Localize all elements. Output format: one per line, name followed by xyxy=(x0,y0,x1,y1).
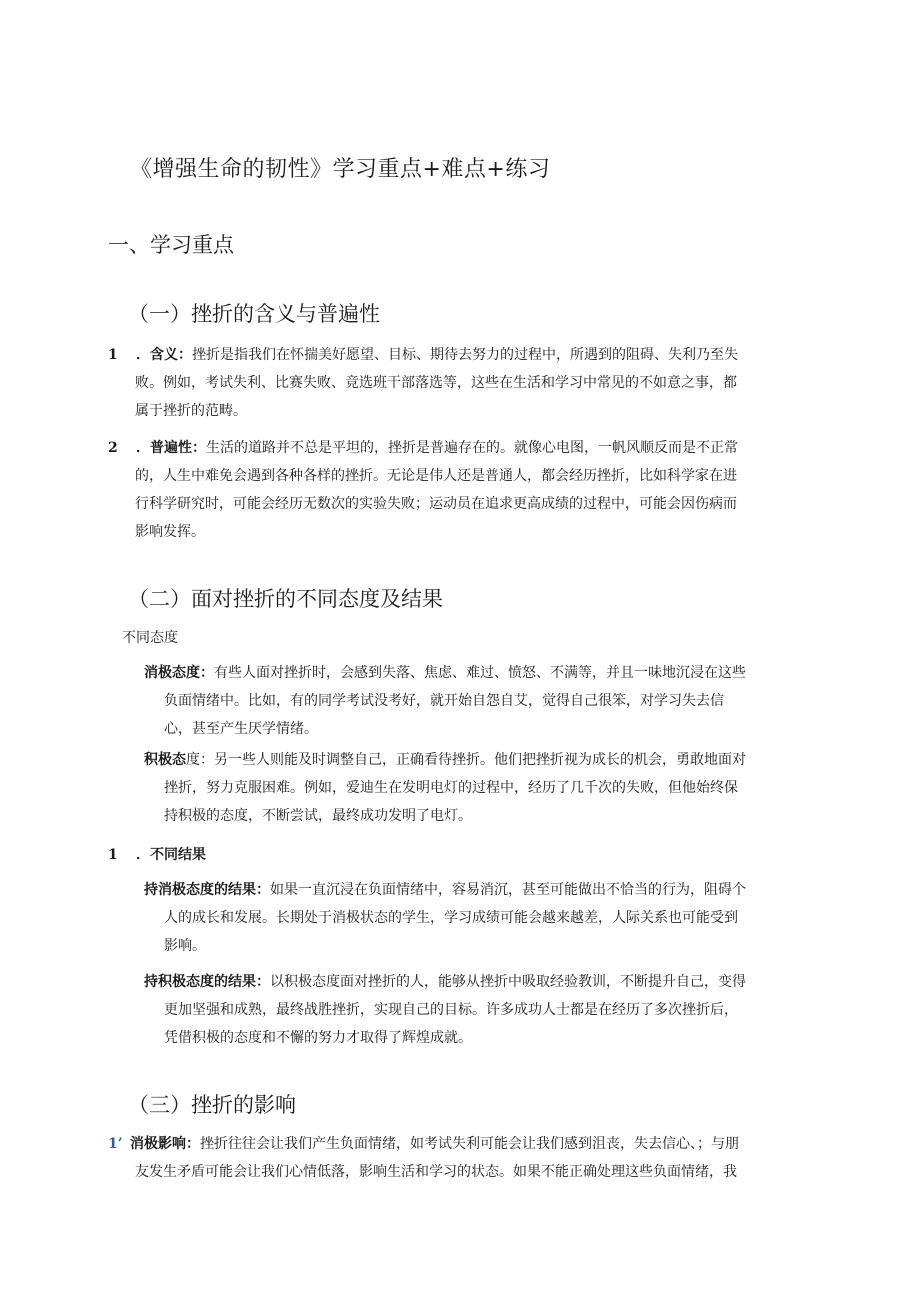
positive-result xyxy=(144,968,746,1052)
section-heading-key-points: 一、学习重点 xyxy=(108,233,234,257)
results-label: ．不同结果 xyxy=(136,847,206,863)
item-text-line: 的，人生中难免会遇到各种各样的挫折。无论是伟人还是普通人，都会经历挫折，比如科学家在进 xyxy=(135,468,737,484)
subheading-attitudes-results: （二）面对挫折的不同态度及结果 xyxy=(128,587,443,611)
item-universality xyxy=(108,434,738,546)
item-text-line: 更加坚强和成熟，最终战胜挫折，实现自己的目标。许多成功人士都是在经历了多次挫折后， xyxy=(164,1002,738,1018)
item-text-line: 挫折，努力克服困难。例如，爱迪生在发明电灯的过程中，经历了几千次的失败，但他始终保 xyxy=(164,780,738,796)
item-text-line: 有些人面对挫折时，会感到失落、焦虑、难过、愤怒、不满等，并且一味地沉浸在这些 xyxy=(214,665,746,681)
results-heading xyxy=(108,841,206,869)
item-number: 2 xyxy=(108,440,118,456)
attitudes-label: 不同态度 xyxy=(122,630,178,646)
item-text-line: 持积极的态度，不断尝试，最终成功发明了电灯。 xyxy=(164,808,472,824)
positive-attitude-label: 积极态 xyxy=(144,752,186,768)
item-text-line: 负面情绪中。比如，有的同学考试没考好，就开始自怨自艾，觉得自己很笨，对学习失去信 xyxy=(164,693,724,709)
item-label: ．普遍性： xyxy=(136,440,206,456)
item-text-line: 败。例如，考试失利、比赛失败、竞选班干部落选等，这些在生活和学习中常见的不如意之事，都 xyxy=(135,375,737,391)
item-text-line: 生活的道路并不总是平坦的，挫折是普遍存在的。就像心电图，一帆风顺反而是不正常 xyxy=(206,440,738,456)
item-number: 1’ xyxy=(108,1136,123,1152)
negative-attitude-label: 消极态度： xyxy=(144,665,214,681)
item-text-line: 友发生矛盾可能会让我们心情低落，影响生活和学习的状态。如果不能正确处理这些负面情绪，我 xyxy=(135,1164,737,1180)
subheading-impact: （三）挫折的影响 xyxy=(128,1093,296,1117)
negative-result xyxy=(144,876,746,960)
item-number: 1 xyxy=(108,847,118,863)
subheading-definition-universality: （一）挫折的含义与普遍性 xyxy=(128,302,380,326)
item-text-line: 凭借积极的态度和不懈的努力才取得了辉煌成就。 xyxy=(164,1030,472,1046)
negative-result-label: 持消极态度的结果： xyxy=(144,882,270,898)
item-definition xyxy=(108,341,738,425)
item-text-line: 如果一直沉浸在负面情绪中，容易消沉，甚至可能做出不恰当的行为，阻碍个 xyxy=(270,882,746,898)
item-text-line: 属于挫折的范畴。 xyxy=(135,403,247,419)
item-text-line: 行科学研究时，可能会经历无数次的实验失败；运动员在追求更高成绩的过程中，可能会因伤病而 xyxy=(135,496,737,512)
item-text-line: 挫折往往会让我们产生负面情绪，如考试失利可能会让我们感到沮丧，失去信心、；与朋 xyxy=(200,1136,739,1152)
item-text-line: 心，甚至产生厌学情绪。 xyxy=(164,721,318,737)
negative-attitude xyxy=(144,659,746,743)
positive-result-label: 持积极态度的结果： xyxy=(144,974,270,990)
positive-attitude-label-tail: 度： xyxy=(186,752,214,768)
document-title: 《增强生命的韧性》学习重点+难点+练习 xyxy=(130,157,551,182)
item-text-line: 以积极态度面对挫折的人，能够从挫折中吸取经验教训，不断提升自己，变得 xyxy=(270,974,746,990)
item-text-line: 人的成长和发展。长期处于消极状态的学生，学习成绩可能会越来越差，人际关系也可能受到 xyxy=(164,910,738,926)
item-text-line: 影响。 xyxy=(164,938,206,954)
item-number: 1 xyxy=(108,347,118,363)
item-label: 消极影响： xyxy=(130,1136,200,1152)
item-label: ．含义： xyxy=(136,347,192,363)
item-text-line: 另一些人则能及时调整自己，正确看待挫折。他们把挫折视为成长的机会，勇敢地面对 xyxy=(214,752,746,768)
item-text-line: 影响发挥。 xyxy=(135,524,205,540)
item-text-line: 挫折是指我们在怀揣美好愿望、目标、期待去努力的过程中，所遇到的阻碍、失利乃至失 xyxy=(192,347,738,363)
positive-attitude xyxy=(144,746,746,830)
item-negative-impact xyxy=(108,1130,739,1186)
